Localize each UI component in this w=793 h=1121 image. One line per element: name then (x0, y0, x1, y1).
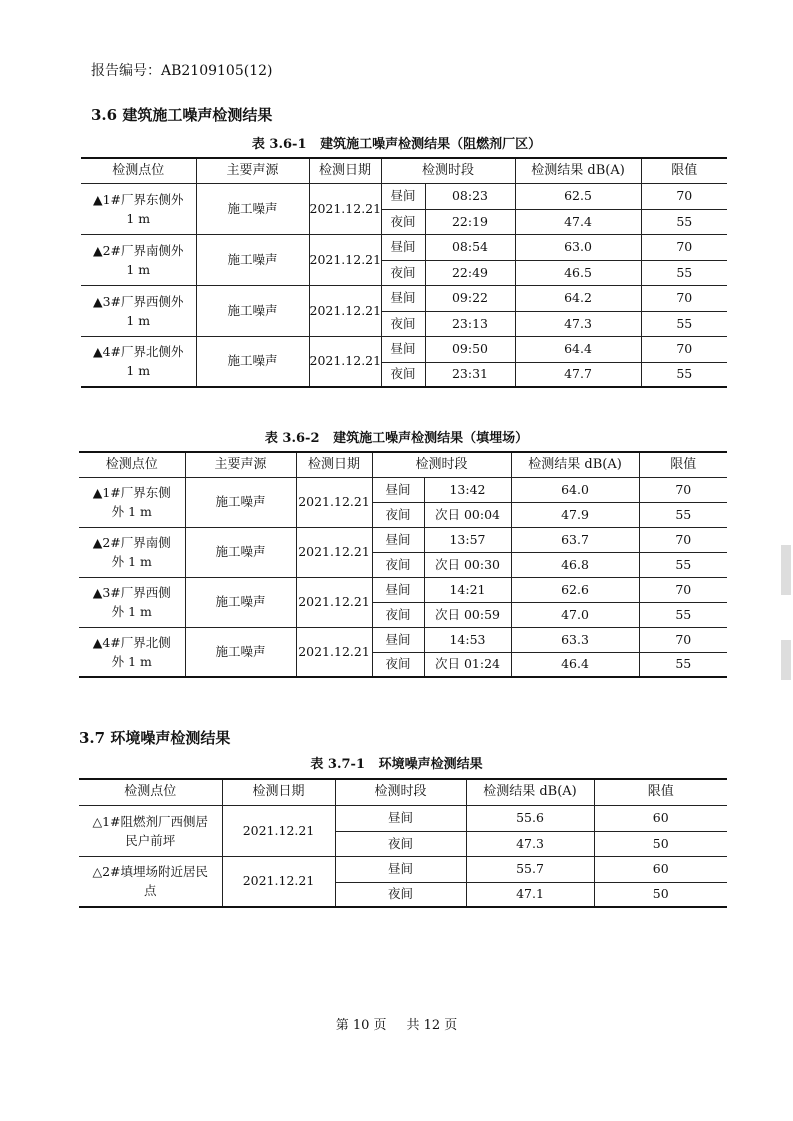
period-label: 昼间 (335, 856, 466, 882)
period-label: 昼间 (381, 285, 425, 311)
period-label: 夜间 (381, 311, 425, 336)
period-time: 08:23 (425, 183, 515, 209)
point-line-1: ▲3#厂界西侧 (92, 585, 171, 600)
result-value: 63.0 (515, 234, 641, 260)
point-line-2: 1 m (126, 312, 151, 328)
result-value: 47.0 (511, 602, 639, 627)
point-cell (79, 477, 185, 527)
period-time: 22:49 (425, 260, 515, 285)
table-row (79, 477, 727, 502)
period-time: 14:21 (424, 577, 511, 602)
point-line-2: 1 m (126, 261, 151, 277)
header-date: 检测日期 (222, 779, 335, 805)
result-value: 63.3 (511, 627, 639, 652)
limit-value: 70 (641, 285, 727, 311)
header-limit: 限值 (594, 779, 727, 805)
period-time: 09:50 (425, 336, 515, 362)
date-cell: 2021.12.21 (309, 183, 381, 234)
period-label: 昼间 (381, 234, 425, 260)
limit-value: 55 (639, 652, 727, 677)
report-number-value: AB2109105(12) (161, 63, 273, 79)
point-cell (79, 527, 185, 577)
date-cell: 2021.12.21 (309, 285, 381, 336)
table-3-6-2 (79, 451, 727, 678)
page-footer (0, 1014, 793, 1033)
limit-value: 55 (639, 502, 727, 527)
table-3-7-1-caption (0, 753, 793, 772)
header-date: 检测日期 (296, 452, 372, 477)
header-result: 检测结果 dB(A) (511, 452, 639, 477)
caption-text: 环境噪声检测结果 (378, 757, 483, 772)
period-label: 夜间 (381, 209, 425, 234)
period-label: 昼间 (335, 805, 466, 831)
period-time: 23:13 (425, 311, 515, 336)
table-row (79, 805, 727, 831)
period-time: 13:57 (424, 527, 511, 552)
limit-value: 70 (639, 477, 727, 502)
period-label: 昼间 (381, 336, 425, 362)
period-label: 夜间 (372, 652, 424, 677)
header-point: 检测点位 (81, 158, 196, 183)
caption-number: 表 3.6-2 (264, 431, 320, 446)
scan-edge-mark (781, 640, 791, 680)
period-label: 昼间 (381, 183, 425, 209)
table-row (79, 856, 727, 882)
limit-value: 55 (641, 209, 727, 234)
point-cell (81, 183, 196, 234)
limit-value: 70 (639, 527, 727, 552)
point-line-2: 民户前坪 (125, 832, 176, 848)
date-cell: 2021.12.21 (296, 627, 372, 677)
point-line-2: 外 1 m (111, 504, 152, 519)
point-line-2: 点 (143, 883, 157, 899)
header-period: 检测时段 (372, 452, 511, 477)
point-line-1: ▲4#厂界北侧 (92, 634, 171, 650)
point-cell (79, 856, 222, 907)
caption-number: 表 3.6-1 (251, 137, 307, 152)
point-line-2: 1 m (126, 210, 151, 226)
limit-value: 55 (641, 362, 727, 387)
header-point: 检测点位 (79, 452, 185, 477)
page-total: 共 12 页 (406, 1018, 458, 1033)
result-value: 46.8 (511, 552, 639, 577)
source-cell: 施工噪声 (185, 577, 296, 627)
period-label: 昼间 (372, 577, 424, 602)
period-label: 昼间 (372, 627, 424, 652)
period-label: 昼间 (372, 477, 424, 502)
source-cell: 施工噪声 (185, 477, 296, 527)
period-time: 22:19 (425, 209, 515, 234)
date-cell: 2021.12.21 (296, 577, 372, 627)
period-label: 夜间 (372, 552, 424, 577)
point-cell (81, 336, 196, 387)
table-3-7-1 (79, 778, 727, 908)
point-line-1: △2#填埋场附近居民 (92, 864, 209, 880)
point-line-1: ▲4#厂界北侧外 (92, 344, 184, 360)
result-value: 62.6 (511, 577, 639, 602)
header-source: 主要声源 (185, 452, 296, 477)
limit-value: 55 (641, 260, 727, 285)
header-limit: 限值 (639, 452, 727, 477)
table-3-6-1-caption (0, 133, 793, 152)
limit-value: 55 (641, 311, 727, 336)
date-cell: 2021.12.21 (309, 234, 381, 285)
date-cell: 2021.12.21 (309, 336, 381, 387)
result-value: 55.6 (466, 805, 594, 831)
point-cell (79, 627, 185, 677)
point-line-2: 外 1 m (111, 604, 152, 619)
header-source: 主要声源 (196, 158, 309, 183)
table-3-6-2-caption (0, 427, 793, 446)
table-row (79, 627, 727, 652)
point-line-2: 外 1 m (111, 554, 152, 569)
section-3-6-title: 3.6 建筑施工噪声检测结果 (91, 106, 273, 124)
limit-value: 55 (639, 602, 727, 627)
period-label: 夜间 (335, 882, 466, 907)
result-value: 64.2 (515, 285, 641, 311)
page-number: 第 10 页 (335, 1018, 387, 1033)
scan-edge-mark (781, 545, 791, 595)
result-value: 64.0 (511, 477, 639, 502)
period-label: 夜间 (381, 260, 425, 285)
point-line-1: △1#阻燃剂厂西侧居 (92, 813, 209, 829)
limit-value: 70 (639, 577, 727, 602)
source-cell: 施工噪声 (185, 627, 296, 677)
result-value: 64.4 (515, 336, 641, 362)
result-value: 63.7 (511, 527, 639, 552)
caption-text: 建筑施工噪声检测结果（填埋场） (333, 431, 529, 446)
limit-value: 70 (641, 336, 727, 362)
period-time: 08:54 (425, 234, 515, 260)
result-value: 47.3 (515, 311, 641, 336)
source-cell: 施工噪声 (185, 527, 296, 577)
limit-value: 50 (594, 882, 727, 907)
source-cell: 施工噪声 (196, 234, 309, 285)
header-limit: 限值 (641, 158, 727, 183)
source-cell: 施工噪声 (196, 183, 309, 234)
result-value: 47.3 (466, 831, 594, 856)
point-cell (81, 285, 196, 336)
header-result: 检测结果 dB(A) (515, 158, 641, 183)
point-line-1: ▲3#厂界西侧外 (92, 293, 184, 309)
period-label: 昼间 (372, 527, 424, 552)
point-line-1: ▲1#厂界东侧外 (92, 191, 184, 207)
report-number (91, 60, 273, 80)
period-time: 次日 01:24 (424, 652, 511, 677)
result-value: 55.7 (466, 856, 594, 882)
result-value: 46.4 (511, 652, 639, 677)
date-cell: 2021.12.21 (296, 477, 372, 527)
table-row (81, 285, 727, 311)
header-period: 检测时段 (381, 158, 515, 183)
result-value: 47.1 (466, 882, 594, 907)
point-line-1: ▲1#厂界东侧 (92, 485, 171, 500)
period-time: 14:53 (424, 627, 511, 652)
point-line-1: ▲2#厂界南侧 (92, 535, 171, 550)
point-cell (81, 234, 196, 285)
source-cell: 施工噪声 (196, 285, 309, 336)
caption-number: 表 3.7-1 (310, 757, 365, 772)
date-cell: 2021.12.21 (222, 805, 335, 856)
header-result: 检测结果 dB(A) (466, 779, 594, 805)
point-line-1: ▲2#厂界南侧外 (92, 242, 184, 258)
period-time: 次日 00:30 (424, 552, 511, 577)
period-time: 23:31 (425, 362, 515, 387)
table-row (79, 527, 727, 552)
point-line-2: 外 1 m (111, 653, 152, 669)
table-row (79, 577, 727, 602)
section-3-7-title: 3.7 环境噪声检测结果 (79, 729, 231, 747)
period-time: 次日 00:59 (424, 602, 511, 627)
limit-value: 70 (639, 627, 727, 652)
limit-value: 50 (594, 831, 727, 856)
result-value: 47.9 (511, 502, 639, 527)
result-value: 47.4 (515, 209, 641, 234)
header-date: 检测日期 (309, 158, 381, 183)
point-line-2: 1 m (126, 363, 151, 379)
period-label: 夜间 (372, 602, 424, 627)
point-cell (79, 805, 222, 856)
table-row (81, 183, 727, 209)
point-cell (79, 577, 185, 627)
table-row (81, 234, 727, 260)
limit-value: 60 (594, 856, 727, 882)
period-label: 夜间 (381, 362, 425, 387)
caption-text: 建筑施工噪声检测结果（阻燃剂厂区） (320, 137, 542, 152)
limit-value: 55 (639, 552, 727, 577)
result-value: 47.7 (515, 362, 641, 387)
header-point: 检测点位 (79, 779, 222, 805)
period-time: 13:42 (424, 477, 511, 502)
source-cell: 施工噪声 (196, 336, 309, 387)
period-label: 夜间 (372, 502, 424, 527)
header-period: 检测时段 (335, 779, 466, 805)
date-cell: 2021.12.21 (222, 856, 335, 907)
report-number-label: 报告编号： (91, 63, 161, 79)
limit-value: 70 (641, 234, 727, 260)
period-time: 09:22 (425, 285, 515, 311)
result-value: 46.5 (515, 260, 641, 285)
table-3-6-1 (81, 157, 727, 388)
period-label: 夜间 (335, 831, 466, 856)
table-row (81, 336, 727, 362)
period-time: 次日 00:04 (424, 502, 511, 527)
date-cell: 2021.12.21 (296, 527, 372, 577)
result-value: 62.5 (515, 183, 641, 209)
limit-value: 70 (641, 183, 727, 209)
limit-value: 60 (594, 805, 727, 831)
